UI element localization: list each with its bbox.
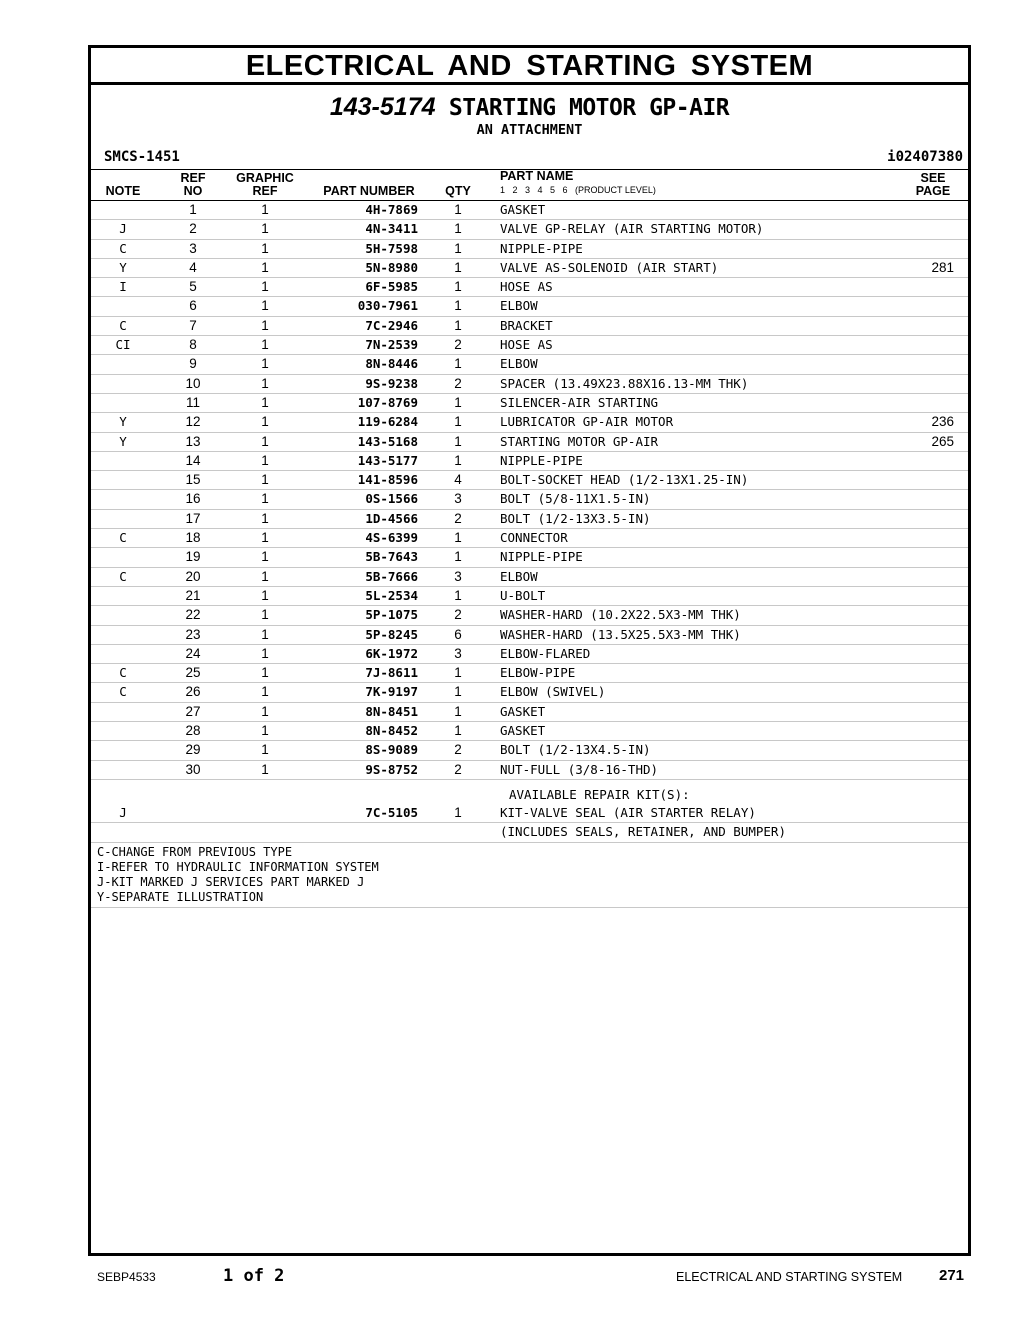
ref-no-cell: 19 xyxy=(185,549,201,565)
graphic-ref-cell: 1 xyxy=(261,394,269,410)
part-number-cell[interactable]: 0S-1566 xyxy=(365,491,418,507)
part-number-cell[interactable]: 8N-8452 xyxy=(365,723,418,739)
heading-part-name: STARTING MOTOR GP-AIR xyxy=(448,95,730,121)
ref-no-cell: 14 xyxy=(185,452,201,468)
part-number-cell[interactable]: 8S-9089 xyxy=(365,742,418,758)
col-qty: QTY xyxy=(445,184,471,198)
graphic-ref-cell: 1 xyxy=(261,626,269,642)
table-row[interactable] xyxy=(91,510,968,529)
repair-kit-title-row xyxy=(91,786,968,804)
table-row[interactable] xyxy=(91,703,968,722)
note-cell: Y xyxy=(119,414,127,430)
part-name-cell: BOLT (5/8-11X1.5-IN) xyxy=(500,491,651,507)
col-ref-line1: REF xyxy=(180,171,206,185)
table-row[interactable] xyxy=(91,490,968,509)
repair-kit-title: AVAILABLE REPAIR KIT(S): xyxy=(509,786,690,802)
ref-no-cell: 26 xyxy=(185,684,201,700)
kit-qty: 1 xyxy=(454,804,462,820)
qty-cell: 2 xyxy=(454,375,462,391)
part-name-cell: BOLT (1/2-13X3.5-IN) xyxy=(500,510,651,526)
part-number-cell[interactable]: 5H-7598 xyxy=(365,240,418,256)
table-row[interactable] xyxy=(91,664,968,683)
page-footer xyxy=(0,1266,1020,1286)
table-row[interactable] xyxy=(91,722,968,741)
ref-no-cell: 21 xyxy=(185,587,201,603)
part-number-cell[interactable]: 5B-7643 xyxy=(365,549,418,565)
col-ref-line2: NO xyxy=(183,184,203,198)
legend-item: Y-SEPARATE ILLUSTRATION xyxy=(97,889,264,904)
part-name-cell: STARTING MOTOR GP-AIR xyxy=(500,433,659,449)
part-name-cell: NIPPLE-PIPE xyxy=(500,452,583,468)
part-name-cell: HOSE AS xyxy=(500,337,553,353)
ref-no-cell: 3 xyxy=(189,240,197,256)
ref-no-cell: 28 xyxy=(185,723,201,739)
ref-no-cell: 24 xyxy=(185,645,201,661)
ref-no-cell: 20 xyxy=(185,568,201,584)
part-number-cell[interactable]: 5L-2534 xyxy=(365,587,418,603)
qty-cell: 3 xyxy=(454,491,462,507)
part-number-cell[interactable]: 6F-5985 xyxy=(365,279,418,295)
col-see-line2: PAGE xyxy=(915,184,951,198)
part-name-cell: CONNECTOR xyxy=(500,530,568,546)
qty-cell: 1 xyxy=(454,665,462,681)
graphic-ref-cell: 1 xyxy=(261,202,269,217)
part-name-cell: SPACER (13.49X23.88X16.13-MM THK) xyxy=(500,375,749,391)
part-number-cell[interactable]: 4N-3411 xyxy=(365,221,418,237)
qty-cell: 4 xyxy=(454,472,462,488)
graphic-ref-cell: 1 xyxy=(261,356,269,372)
qty-cell: 1 xyxy=(454,530,462,546)
graphic-ref-cell: 1 xyxy=(261,221,269,237)
graphic-ref-cell: 1 xyxy=(261,375,269,391)
ref-no-cell: 10 xyxy=(185,375,201,391)
col-note: NOTE xyxy=(105,184,141,198)
kit-part-name: KIT-VALVE SEAL (AIR STARTER RELAY) xyxy=(500,804,756,820)
col-ref-no xyxy=(169,172,217,198)
table-row[interactable] xyxy=(91,201,968,220)
graphic-ref-cell: 1 xyxy=(261,491,269,507)
qty-cell: 1 xyxy=(454,298,462,314)
col-graphic-line1: GRAPHIC xyxy=(236,171,294,185)
ref-no-cell: 6 xyxy=(189,298,197,314)
note-cell: C xyxy=(119,530,127,546)
ref-no-cell: 12 xyxy=(185,414,201,430)
graphic-ref-cell: 1 xyxy=(261,472,269,488)
part-number-cell[interactable]: 1D-4566 xyxy=(365,510,418,526)
part-number-cell[interactable]: 6K-1972 xyxy=(365,645,418,661)
qty-cell: 2 xyxy=(454,337,462,353)
part-number-cell[interactable]: 4S-6399 xyxy=(365,530,418,546)
note-cell: C xyxy=(119,240,127,256)
qty-cell: 2 xyxy=(454,607,462,623)
part-name-cell: ELBOW (SWIVEL) xyxy=(500,684,606,700)
graphic-ref-cell: 1 xyxy=(261,433,269,449)
ref-no-cell: 8 xyxy=(189,337,197,353)
part-name-cell: GASKET xyxy=(500,723,546,739)
ref-no-cell: 2 xyxy=(189,221,197,237)
part-number-cell[interactable]: 8N-8451 xyxy=(365,703,418,719)
qty-cell: 1 xyxy=(454,549,462,565)
part-name-cell: ELBOW-FLARED xyxy=(500,645,591,661)
table-row[interactable] xyxy=(91,568,968,587)
note-cell: I xyxy=(119,279,127,295)
graphic-ref-cell: 1 xyxy=(261,259,269,275)
table-row[interactable] xyxy=(91,741,968,760)
qty-cell: 1 xyxy=(454,356,462,372)
graphic-ref-cell: 1 xyxy=(261,723,269,739)
col-graphic-line2: REF xyxy=(252,184,278,198)
graphic-ref-cell: 1 xyxy=(261,510,269,526)
table-header xyxy=(91,169,968,201)
part-name-cell: VALVE GP-RELAY (AIR STARTING MOTOR) xyxy=(500,221,764,237)
qty-cell: 3 xyxy=(454,568,462,584)
ref-no-cell: 1 xyxy=(189,202,197,217)
part-name-cell: SILENCER-AIR STARTING xyxy=(500,394,659,410)
product-levels: 1 2 3 4 5 6 (PRODUCT LEVEL) xyxy=(500,185,656,195)
subheading: AN ATTACHMENT xyxy=(476,122,583,138)
qty-cell: 1 xyxy=(454,452,462,468)
table-row[interactable] xyxy=(91,529,968,548)
table-row[interactable] xyxy=(91,240,968,259)
kit-part-name-cont: (INCLUDES SEALS, RETAINER, AND BUMPER) xyxy=(500,824,786,840)
ref-no-cell: 11 xyxy=(185,394,200,410)
table-row[interactable] xyxy=(91,394,968,413)
part-name-cell: BOLT-SOCKET HEAD (1/2-13X1.25-IN) xyxy=(500,472,749,488)
table-row[interactable] xyxy=(91,355,968,374)
ref-no-cell: 13 xyxy=(185,433,201,449)
part-number-cell[interactable]: 7K-9197 xyxy=(365,684,418,700)
graphic-ref-cell: 1 xyxy=(261,587,269,603)
graphic-ref-cell: 1 xyxy=(261,530,269,546)
qty-cell: 1 xyxy=(454,703,462,719)
ref-no-cell: 5 xyxy=(189,279,197,295)
footer-doc-code: SEBP4533 xyxy=(97,1270,156,1284)
table-row[interactable] xyxy=(91,297,968,316)
table-row[interactable] xyxy=(91,471,968,490)
graphic-ref-cell: 1 xyxy=(261,607,269,623)
ref-no-cell: 25 xyxy=(185,665,201,681)
page-heading xyxy=(91,94,968,121)
col-part-name-label: PART NAME xyxy=(500,169,574,183)
table-row[interactable] xyxy=(91,606,968,625)
qty-cell: 3 xyxy=(454,645,462,661)
part-name-cell: NIPPLE-PIPE xyxy=(500,240,583,256)
graphic-ref-cell: 1 xyxy=(261,298,269,314)
note-cell: Y xyxy=(119,433,127,449)
part-name-cell: WASHER-HARD (10.2X22.5X3-MM THK) xyxy=(500,607,741,623)
legend-item: J-KIT MARKED J SERVICES PART MARKED J xyxy=(97,874,365,889)
qty-cell: 1 xyxy=(454,587,462,603)
ref-no-cell: 22 xyxy=(185,607,201,623)
note-cell: Y xyxy=(119,259,127,275)
ref-no-cell: 15 xyxy=(185,472,201,488)
kit-part-number[interactable]: 7C-5105 xyxy=(365,804,418,820)
part-number-cell[interactable]: 141-8596 xyxy=(357,472,418,488)
part-number-cell[interactable]: 030-7961 xyxy=(357,298,418,314)
col-graphic-ref xyxy=(225,172,305,198)
document-id: i02407380 xyxy=(887,149,963,165)
qty-cell: 1 xyxy=(454,259,462,275)
footer-page-count: 1 of 2 xyxy=(223,1266,285,1286)
legend-item: I-REFER TO HYDRAULIC INFORMATION SYSTEM xyxy=(97,859,379,874)
note-cell: C xyxy=(119,568,127,584)
graphic-ref-cell: 1 xyxy=(261,645,269,661)
footer-page-number: 271 xyxy=(939,1267,965,1284)
qty-cell: 1 xyxy=(454,394,462,410)
note-cell: CI xyxy=(115,337,131,353)
col-part-number: PART NUMBER xyxy=(323,184,415,198)
note-cell: C xyxy=(119,665,127,681)
part-name-cell: GASKET xyxy=(500,703,546,719)
part-name-cell: LUBRICATOR GP-AIR MOTOR xyxy=(500,414,674,430)
heading-part-number[interactable]: 143-5174 xyxy=(329,93,436,121)
ref-no-cell: 16 xyxy=(185,491,201,507)
ref-no-cell: 17 xyxy=(185,510,201,526)
note-cell: C xyxy=(119,684,127,700)
notes-legend xyxy=(91,843,968,908)
qty-cell: 2 xyxy=(454,761,462,777)
part-number-cell[interactable]: 9S-9238 xyxy=(365,375,418,391)
part-number-cell[interactable]: 7J-8611 xyxy=(365,665,418,681)
table-row[interactable] xyxy=(91,761,968,780)
graphic-ref-cell: 1 xyxy=(261,684,269,700)
qty-cell: 1 xyxy=(454,221,462,237)
qty-cell: 1 xyxy=(454,317,462,333)
qty-cell: 1 xyxy=(454,414,462,430)
part-number-cell[interactable]: 5P-8245 xyxy=(365,626,418,642)
table-row[interactable] xyxy=(91,278,968,297)
see-page-cell[interactable]: 281 xyxy=(931,259,954,275)
graphic-ref-cell: 1 xyxy=(261,452,269,468)
parts-table-body xyxy=(91,201,968,780)
part-number-cell[interactable]: 4H-7869 xyxy=(365,202,418,217)
table-row[interactable] xyxy=(91,259,968,278)
part-number-cell[interactable]: 7N-2539 xyxy=(365,337,418,353)
col-see-line1: SEE xyxy=(920,171,946,185)
table-row[interactable] xyxy=(91,683,968,702)
repair-kit-row[interactable] xyxy=(91,804,968,823)
ref-no-cell: 7 xyxy=(189,317,197,333)
ref-no-cell: 29 xyxy=(185,742,201,758)
table-row[interactable] xyxy=(91,413,968,432)
graphic-ref-cell: 1 xyxy=(261,742,269,758)
page-frame xyxy=(88,45,971,1256)
qty-cell: 2 xyxy=(454,510,462,526)
table-row[interactable] xyxy=(91,433,968,452)
qty-cell: 1 xyxy=(454,433,462,449)
qty-cell: 1 xyxy=(454,723,462,739)
part-name-cell: HOSE AS xyxy=(500,279,553,295)
part-number-cell[interactable]: 107-8769 xyxy=(357,394,418,410)
graphic-ref-cell: 1 xyxy=(261,665,269,681)
table-row[interactable] xyxy=(91,317,968,336)
table-row[interactable] xyxy=(91,587,968,606)
section-title: ELECTRICAL AND STARTING SYSTEM xyxy=(91,48,968,85)
part-name-cell: VALVE AS-SOLENOID (AIR START) xyxy=(500,259,719,275)
table-row[interactable] xyxy=(91,452,968,471)
legend-item: C-CHANGE FROM PREVIOUS TYPE xyxy=(97,844,293,859)
kit-note: J xyxy=(119,804,127,820)
table-row[interactable] xyxy=(91,548,968,567)
repair-kit-row-cont xyxy=(91,823,968,842)
part-name-cell: ELBOW xyxy=(500,356,538,372)
part-number-cell[interactable]: 9S-8752 xyxy=(365,761,418,777)
footer-section: ELECTRICAL AND STARTING SYSTEM xyxy=(676,1270,903,1284)
qty-cell: 1 xyxy=(454,684,462,700)
qty-cell: 1 xyxy=(454,279,462,295)
table-row[interactable] xyxy=(91,220,968,239)
smcs-code: SMCS-1451 xyxy=(104,149,180,165)
col-part-name xyxy=(500,170,656,197)
part-name-cell: WASHER-HARD (13.5X25.5X3-MM THK) xyxy=(500,626,741,642)
part-name-cell: BRACKET xyxy=(500,317,553,333)
part-number-cell[interactable]: 5P-1075 xyxy=(365,607,418,623)
ref-no-cell: 9 xyxy=(189,356,197,372)
part-name-cell: BOLT (1/2-13X4.5-IN) xyxy=(500,742,651,758)
part-number-cell[interactable]: 8N-8446 xyxy=(365,356,418,372)
part-name-cell: ELBOW-PIPE xyxy=(500,665,576,681)
part-name-cell: ELBOW xyxy=(500,298,538,314)
part-number-cell[interactable]: 7C-2946 xyxy=(365,317,418,333)
part-name-cell: NUT-FULL (3/8-16-THD) xyxy=(500,761,659,777)
part-number-cell[interactable]: 5N-8980 xyxy=(365,259,418,275)
graphic-ref-cell: 1 xyxy=(261,568,269,584)
part-number-cell[interactable]: 143-5168 xyxy=(357,433,418,449)
part-name-cell: GASKET xyxy=(500,202,546,217)
part-name-cell: U-BOLT xyxy=(500,587,546,603)
part-name-cell: NIPPLE-PIPE xyxy=(500,549,583,565)
graphic-ref-cell: 1 xyxy=(261,761,269,777)
ref-no-cell: 4 xyxy=(189,259,197,275)
col-see-page xyxy=(908,172,958,198)
qty-cell: 2 xyxy=(454,742,462,758)
see-page-cell[interactable]: 265 xyxy=(931,433,954,449)
smcs-row xyxy=(91,149,968,167)
note-cell: C xyxy=(119,317,127,333)
graphic-ref-cell: 1 xyxy=(261,279,269,295)
graphic-ref-cell: 1 xyxy=(261,549,269,565)
graphic-ref-cell: 1 xyxy=(261,240,269,256)
table-row[interactable] xyxy=(91,375,968,394)
part-name-cell: ELBOW xyxy=(500,568,538,584)
qty-cell: 1 xyxy=(454,202,462,217)
see-page-cell[interactable]: 236 xyxy=(931,414,954,430)
graphic-ref-cell: 1 xyxy=(261,317,269,333)
qty-cell: 6 xyxy=(454,626,462,642)
table-row[interactable] xyxy=(91,645,968,664)
table-row[interactable] xyxy=(91,626,968,645)
graphic-ref-cell: 1 xyxy=(261,703,269,719)
part-number-cell[interactable]: 119-6284 xyxy=(357,414,418,430)
qty-cell: 1 xyxy=(454,240,462,256)
graphic-ref-cell: 1 xyxy=(261,337,269,353)
graphic-ref-cell: 1 xyxy=(261,414,269,430)
part-number-cell[interactable]: 143-5177 xyxy=(357,452,418,468)
part-number-cell[interactable]: 5B-7666 xyxy=(365,568,418,584)
ref-no-cell: 18 xyxy=(185,530,201,546)
note-cell: J xyxy=(119,221,127,237)
ref-no-cell: 30 xyxy=(185,761,201,777)
table-row[interactable] xyxy=(91,336,968,355)
ref-no-cell: 27 xyxy=(185,703,201,719)
ref-no-cell: 23 xyxy=(185,626,201,642)
